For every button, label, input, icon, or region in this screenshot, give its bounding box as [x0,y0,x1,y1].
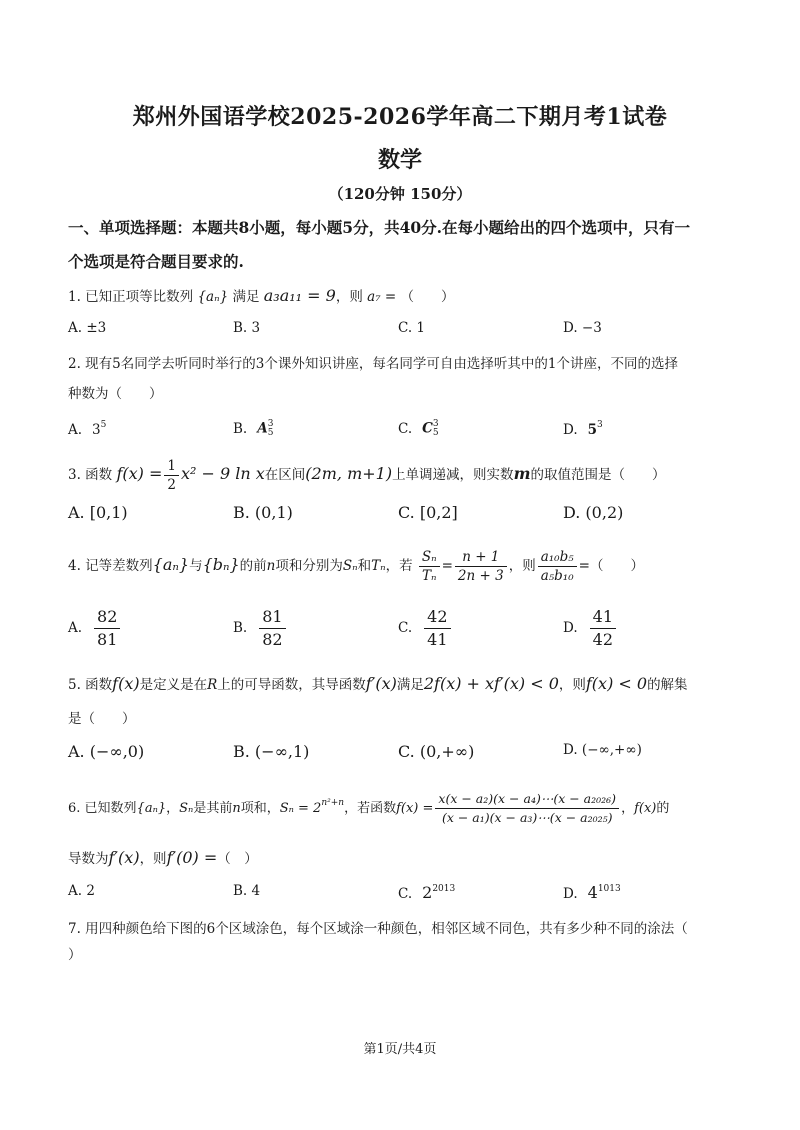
question-4 [68,548,758,585]
q2-option-d: D. $5^3$ [563,420,603,438]
q1-option-d: D. −3 [563,320,602,336]
q4-n: n [266,558,276,574]
q5-inequality: f(x) < 0 [585,674,648,693]
q3-option-b: B. (0,1) [233,503,293,522]
question-5 [68,672,758,697]
q1-option-b: B. 3 [233,320,261,336]
q6-line2-b: ，则 [139,851,167,867]
q4-end: =（ ） [578,558,644,574]
q6-mid3: ，若函数 [344,801,397,816]
q3-prefix: 3. 函数 [68,467,113,483]
q4-ratio-n: $\frac{n + 1}{2n + 3}$ [455,548,507,585]
q1-mid: 满足 [232,289,260,305]
q5-mid3: 满足 [396,677,424,693]
q5-option-c: C. (0,+∞) [398,742,475,761]
q5-option-d: D. (−∞,+∞) [563,742,642,758]
section-heading-line1: 一、单项选择题：本题共8小题，每小题5分，共40分.在每小题给出的四个选项中，只有一 [68,218,691,237]
q4-tn: Tₙ [371,558,386,574]
q6-mid: 是其前 [193,801,233,816]
q6-f-name: f(x) [634,801,657,816]
q5-option-b: B. (−∞,1) [233,742,310,761]
q3-interval: (2m, m+1) [305,464,393,483]
q6-paren: （ ） [217,851,258,867]
exam-title: 郑州外国语学校2025-2026学年高二下期月考1试卷 [132,104,668,130]
q3-variable: m [513,464,531,483]
q5-option-a: A. (−∞,0) [68,742,145,761]
q4-sn: Sₙ [342,558,358,574]
question-2 [68,352,758,406]
q7-line2: ） [68,947,82,963]
q4-seq-a: {aₙ} [152,555,190,574]
q6-options [68,883,758,913]
q4-option-a: A. $\frac{82}{81}$ [68,606,122,651]
q5-mid: 是定义是在 [139,677,208,693]
q5-line2: 是（ ） [68,711,136,727]
q4-mid: 的前 [239,558,267,574]
q3-mid: 在区间 [264,467,306,483]
q2-options [68,420,758,450]
q1-option-a: A. ±3 [68,320,107,336]
q6-seq: {aₙ} [136,801,167,816]
q4-eq: = [441,558,453,574]
question-6 [68,790,758,827]
q7-line1: 7. 用四种颜色给下图的6个区域涂色，每个区域涂一种颜色，相邻区域不同色，共有多少种不同的涂法（ [68,921,688,937]
q6-option-c: C. $2^{2013}$ [398,883,456,902]
q2-option-a: A. $3^5$ [68,420,107,438]
q4-mid2: 项和分别为 [275,558,343,574]
q2-option-c: C. C 3 5 [398,419,439,438]
q5-prefix: 5. 函数 [68,677,113,693]
q1-target: a₇ = [367,289,397,305]
q4-ruo: ，若 [385,558,413,574]
q6-line2-a: 导数为 [68,851,109,867]
q6-fp: f′(x) [108,848,140,867]
q4-options [68,606,758,656]
q1-options [68,320,758,350]
q5-options [68,742,758,772]
q1-condition: a₃a₁₁ = 9 [263,286,336,305]
q3-func-lhs: f(x) = [116,464,163,483]
q6-comma2: ， [621,801,635,816]
q4-option-c: C. $\frac{42}{41}$ [398,606,453,651]
section-heading [68,211,748,279]
q6-sn-exp: n²+n [321,798,345,808]
q4-he: 和 [357,558,372,574]
q5-mid2: 上的可导函数，其导函数 [217,677,366,693]
q6-end: 的 [656,801,670,816]
q6-option-d: D. $4^{1013}$ [563,883,621,902]
q4-seq-b: {bₙ} [202,555,240,574]
q4-ze: ，则 [508,558,536,574]
q3-end: 的取值范围是（ ） [530,467,666,483]
q6-f-fraction: $\frac{\text{x(x − a₂)(x − a₄)⋯(x − a₂₀₂₆)}}{\text{(x − a₁)(x − a₃)⋯(x − a₂₀₂₅)}}$ [435,790,619,827]
q6-comma: ， [166,801,180,816]
q6-sn: Sₙ [179,801,194,816]
question-7 [68,917,758,967]
q5-fp: f′(x) [365,674,397,693]
q6-option-a: A. 2 [68,883,95,899]
q6-mid2: 项和， [240,801,280,816]
q3-fraction: $\frac{1}{2}$ [164,457,179,494]
q6-sn-eq: Sₙ = 2 [279,801,322,816]
q3-option-c: C. [0,2] [398,503,458,522]
q3-option-d: D. (0,2) [563,503,624,522]
q1-prefix: 1. 已知正项等比数列 [68,289,194,305]
q4-ratio-st: $\frac{\text{Sₙ}}{\text{Tₙ}}$ [419,548,440,585]
q1-option-c: C. 1 [398,320,426,336]
q2-line1: 2. 现有5名同学去听同时举行的3个课外知识讲座，每名同学可自由选择听其中的1个讲座，不同的选择 [68,356,678,372]
q5-f: f(x) [112,674,140,693]
q1-tail: ，则 [335,289,363,305]
q4-ratio-ab: $\frac{\text{a₁₀b₅}}{\text{a₅b₁₀}}$ [538,548,577,585]
q6-fp0: f′(0) = [166,848,218,867]
page-footer: 第1页/共4页 [363,1042,437,1057]
q1-sequence: {aₙ} [197,289,229,305]
q6-option-b: B. 4 [233,883,261,899]
q6-line2 [68,846,758,871]
q3-tail: 上单调递减，则实数 [392,467,514,483]
question-3 [68,457,758,494]
q5-end: 的解集 [647,677,688,693]
q4-prefix: 4. 记等差数列 [68,558,153,574]
q4-and: 与 [189,558,203,574]
q6-n: n [232,801,241,816]
q6-prefix: 6. 已知数列 [68,801,137,816]
q5-condition: 2f(x) + xf′(x) < 0 [423,674,559,693]
q6-f-lhs: f(x) = [396,801,434,816]
q5-mid4: ，则 [558,677,586,693]
section-heading-line2: 个选项是符合题目要求的. [68,252,244,271]
q3-options [68,503,758,533]
q5-r: R [207,677,218,693]
question-1 [68,284,758,309]
subject-title: 数学 [377,147,422,173]
q2-option-b: B. A 3 5 [233,419,274,438]
q3-option-a: A. [0,1) [68,503,128,522]
q4-option-b: B. $\frac{81}{82}$ [233,606,288,651]
q4-option-d: D. $\frac{41}{42}$ [563,606,618,651]
time-score: （120分钟 150分） [328,185,472,203]
q2-line2: 种数为（ ） [68,386,163,402]
q1-answer-paren: （ ） [400,289,455,305]
q3-func-rhs: x² − 9 ln x [180,464,265,483]
